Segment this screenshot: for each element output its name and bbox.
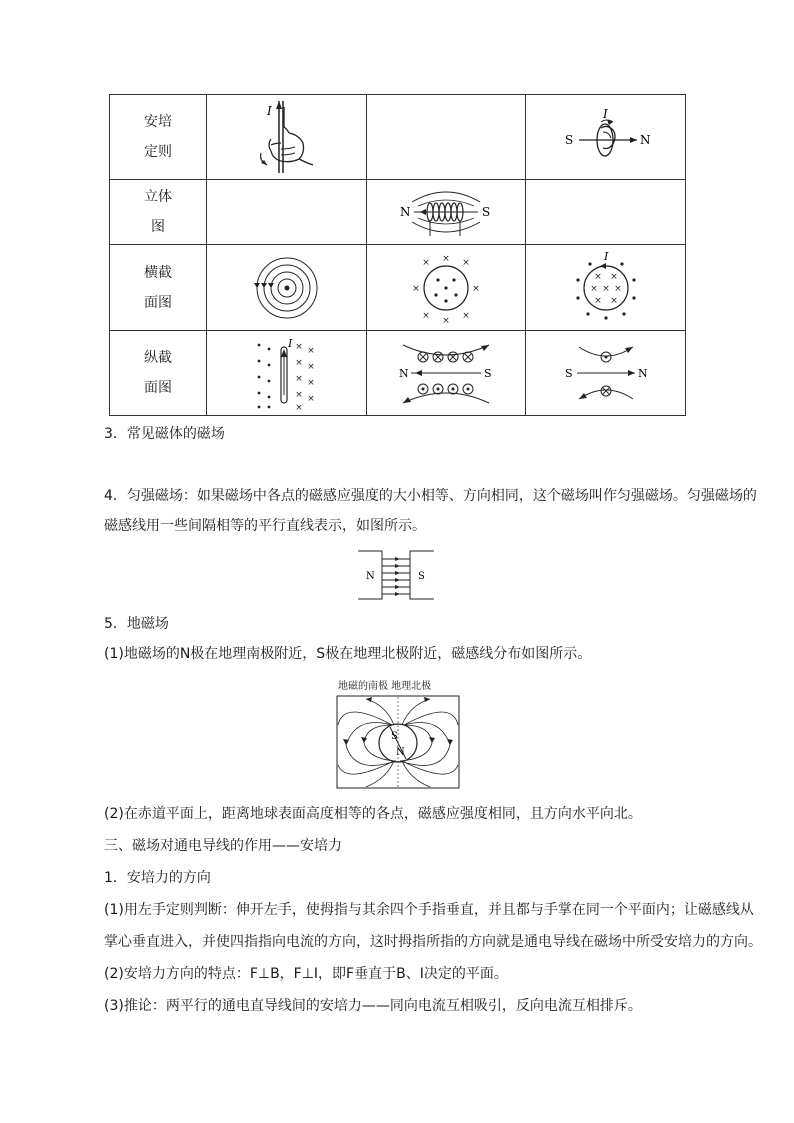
svg-text:×: × bbox=[601, 283, 610, 294]
table-row bbox=[110, 331, 686, 416]
straight-wire-hand-figure bbox=[207, 95, 367, 180]
svg-text:×: × bbox=[294, 358, 303, 368]
ampere-rule-table bbox=[109, 94, 686, 416]
north-pole-label: N bbox=[399, 367, 409, 380]
svg-text:×: × bbox=[593, 295, 602, 306]
left-hand-rule-line-1: (1)用左手定则判断：伸开左手，使拇指与其余四个手指垂直，并且都与手掌在同一个平面内；让磁感线从 bbox=[104, 902, 754, 918]
svg-text:×: × bbox=[442, 253, 450, 264]
left-hand-rule-line-2: 掌心垂直进入，并使四指指向电流的方向，这时拇指所指的方向就是通电导线在磁场中所受安培力的方向。 bbox=[104, 934, 762, 950]
current-label: I bbox=[287, 337, 292, 350]
loop-cross-section-figure bbox=[526, 245, 686, 331]
solenoid-cross-section-figure bbox=[367, 245, 526, 331]
svg-text:×: × bbox=[422, 257, 430, 268]
svg-text:×: × bbox=[462, 257, 470, 268]
svg-text:×: × bbox=[306, 362, 315, 372]
ampere-force-direction-heading: 1．安培力的方向 bbox=[104, 870, 211, 886]
svg-text:×: × bbox=[306, 346, 315, 356]
svg-text:×: × bbox=[613, 283, 622, 294]
solenoid-longitudinal-figure bbox=[367, 331, 526, 416]
empty-cell bbox=[207, 180, 367, 245]
svg-text:×: × bbox=[294, 342, 303, 352]
row-label-longitudinal-section: 纵截 面图 bbox=[110, 331, 207, 416]
svg-text:×: × bbox=[472, 283, 480, 294]
south-pole-label: S bbox=[564, 367, 573, 380]
empty-cell bbox=[367, 95, 526, 180]
svg-text:×: × bbox=[609, 271, 618, 282]
section-5-para-1: (1)地磁场的N极在地理南极附近，S极在地理北极附近，磁感线分布如图所示。 bbox=[104, 646, 592, 662]
loop-hand-figure bbox=[526, 95, 686, 180]
svg-text:×: × bbox=[442, 315, 450, 326]
row-label-cross-section: 横截 面图 bbox=[110, 245, 207, 331]
south-pole-label: S bbox=[418, 571, 425, 582]
section-4-line-1: 4．匀强磁场：如果磁场中各点的磁感应强度的大小相等、方向相同，这个磁场叫作匀强磁场。匀强磁场的 bbox=[104, 488, 757, 504]
table-row bbox=[110, 180, 686, 245]
south-pole-label: S bbox=[484, 367, 492, 380]
svg-text:×: × bbox=[593, 271, 602, 282]
svg-text:×: × bbox=[306, 378, 315, 388]
north-pole-label: N bbox=[366, 571, 375, 582]
empty-cell bbox=[526, 180, 686, 245]
svg-text:×: × bbox=[294, 374, 303, 384]
current-label: I bbox=[266, 104, 272, 118]
earth-north-label: N bbox=[396, 747, 405, 758]
section-three-heading: 三、磁场对通电导线的作用——安培力 bbox=[104, 838, 342, 854]
north-pole-label: N bbox=[400, 205, 411, 219]
loop-longitudinal-figure bbox=[526, 331, 686, 416]
table-row bbox=[110, 95, 686, 180]
north-pole-label: N bbox=[639, 133, 650, 147]
row-label-3d: 立体 图 bbox=[110, 180, 207, 245]
south-pole-label: S bbox=[482, 205, 491, 219]
row-label-ampere-rule: 安培 定则 bbox=[110, 95, 207, 180]
parallel-wires-inference: (3)推论：两平行的通电直导线间的安培力——同向电流互相吸引，反向电流互相排斥。 bbox=[104, 998, 642, 1014]
section-3-heading: 3．常见磁体的磁场 bbox=[104, 426, 225, 442]
earth-south-label: S bbox=[391, 731, 398, 742]
current-label: I bbox=[602, 107, 608, 121]
section-5-para-2: (2)在赤道平面上，距离地球表面高度相等的各点，磁感应强度相同，且方向水平向北。 bbox=[104, 806, 642, 822]
svg-text:×: × bbox=[589, 283, 598, 294]
earth-figure-caption: 地磁的南极 地理北极 bbox=[338, 681, 432, 692]
wire-longitudinal-figure bbox=[207, 331, 367, 416]
solenoid-3d-figure bbox=[367, 180, 526, 245]
section-4-line-2: 磁感线用一些间隔相等的平行直线表示，如图所示。 bbox=[104, 518, 426, 534]
table-row bbox=[110, 245, 686, 331]
south-pole-label: S bbox=[564, 133, 573, 147]
current-label: I bbox=[603, 249, 608, 263]
uniform-field-figure bbox=[358, 550, 434, 600]
svg-text:×: × bbox=[294, 390, 303, 400]
north-pole-label: N bbox=[637, 367, 648, 380]
svg-text:×: × bbox=[609, 295, 618, 306]
section-5-heading: 5．地磁场 bbox=[104, 616, 169, 632]
svg-text:×: × bbox=[462, 310, 470, 321]
earth-magnetic-field-figure bbox=[336, 695, 460, 789]
svg-text:×: × bbox=[306, 394, 315, 404]
svg-text:×: × bbox=[412, 283, 420, 294]
ampere-force-features: (2)安培力方向的特点：F⊥B，F⊥I，即F垂直于B、I决定的平面。 bbox=[104, 966, 508, 982]
concentric-circles-figure bbox=[207, 245, 367, 331]
svg-text:×: × bbox=[422, 310, 430, 321]
svg-text:×: × bbox=[294, 403, 303, 411]
